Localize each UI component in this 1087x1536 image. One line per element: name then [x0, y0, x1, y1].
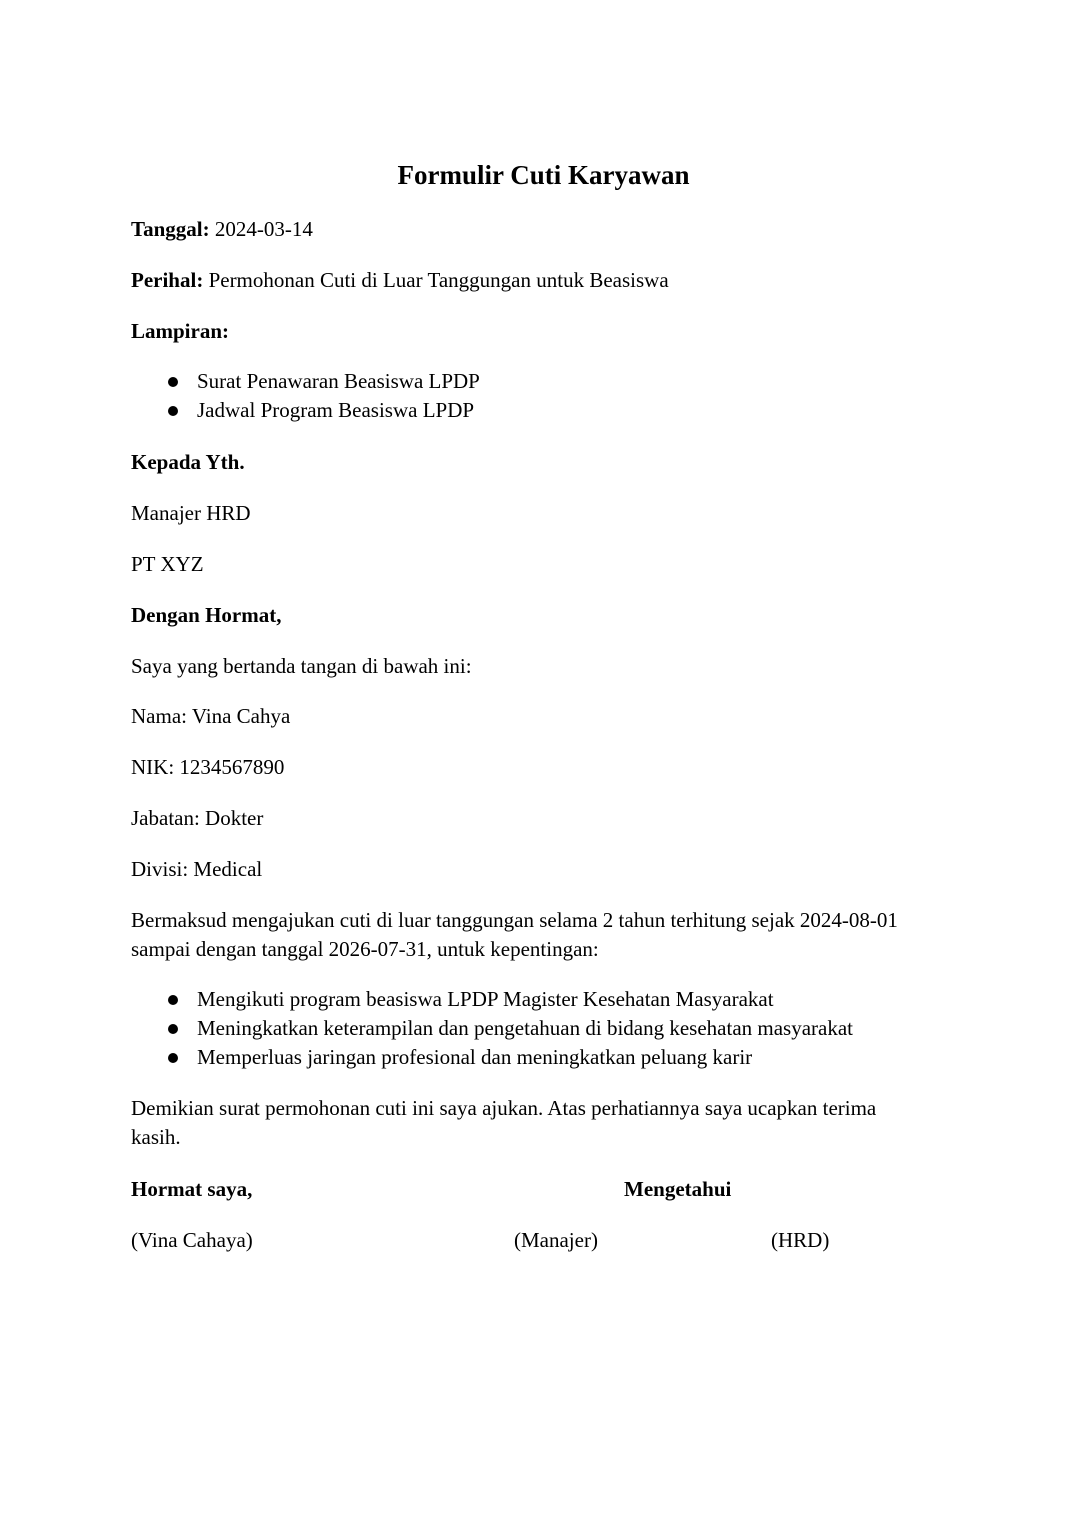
list-item [131, 1014, 853, 1043]
list-item-text: Meningkatkan keterampilan dan pengetahuan di bidang kesehatan masyarakat [197, 1016, 854, 1040]
employee-name: Nama: Vina Cahya [131, 704, 291, 728]
bullet-icon [168, 1053, 178, 1063]
list-item-text: Memperluas jaringan profesional dan meningkatkan peluang karir [197, 1045, 753, 1069]
list-item [131, 396, 480, 425]
perihal-value: Permohonan Cuti di Luar Tanggungan untuk Beasiswa [208, 268, 669, 292]
request-text-line-1: Bermaksud mengajukan cuti di luar tanggungan selama 2 tahun terhitung sejak 2024-08-01 [131, 908, 898, 932]
recipient-line-2: PT XYZ [131, 552, 204, 576]
signature-hormat: Hormat saya, [131, 1177, 253, 1201]
bullet-icon [168, 406, 178, 416]
employee-divisi: Divisi: Medical [131, 857, 263, 881]
bullet-icon [168, 995, 178, 1005]
perihal-line [131, 266, 669, 295]
request-text-line-2: sampai dengan tanggal 2026-07-31, untuk kepentingan: [131, 937, 599, 961]
tanggal-label: Tanggal: [131, 217, 210, 241]
greeting: Dengan Hormat, [131, 603, 282, 627]
lampiran-label: Lampiran: [131, 319, 230, 343]
perihal-label: Perihal: [131, 268, 204, 292]
tanggal-value: 2024-03-14 [214, 217, 313, 241]
signature-mengetahui: Mengetahui [624, 1177, 732, 1201]
list-item [131, 367, 480, 396]
lampiran-list [131, 367, 480, 425]
list-item-text: Jadwal Program Beasiswa LPDP [197, 398, 475, 422]
recipient-line-1: Manajer HRD [131, 501, 251, 525]
signature-hrd: (HRD) [771, 1228, 830, 1252]
closing-line-2: kasih. [131, 1125, 181, 1149]
list-item [131, 985, 853, 1014]
purpose-list [131, 985, 853, 1072]
tanggal-line [131, 215, 313, 244]
list-item-text: Mengikuti program beasiswa LPDP Magister Kesehatan Masyarakat [197, 987, 774, 1011]
document-title: Formulir Cuti Karyawan [397, 160, 690, 190]
signature-manager: (Manajer) [514, 1228, 598, 1252]
employee-jabatan: Jabatan: Dokter [131, 806, 264, 830]
signature-applicant: (Vina Cahaya) [131, 1228, 253, 1252]
list-item [131, 1043, 853, 1072]
bullet-icon [168, 1024, 178, 1034]
list-item-text: Surat Penawaran Beasiswa LPDP [197, 369, 480, 393]
bullet-icon [168, 377, 178, 387]
closing-line-1: Demikian surat permohonan cuti ini saya ajukan. Atas perhatiannya saya ucapkan terima [131, 1096, 877, 1120]
recipient-heading: Kepada Yth. [131, 450, 245, 474]
employee-nik: NIK: 1234567890 [131, 755, 285, 779]
intro-text: Saya yang bertanda tangan di bawah ini: [131, 654, 472, 678]
